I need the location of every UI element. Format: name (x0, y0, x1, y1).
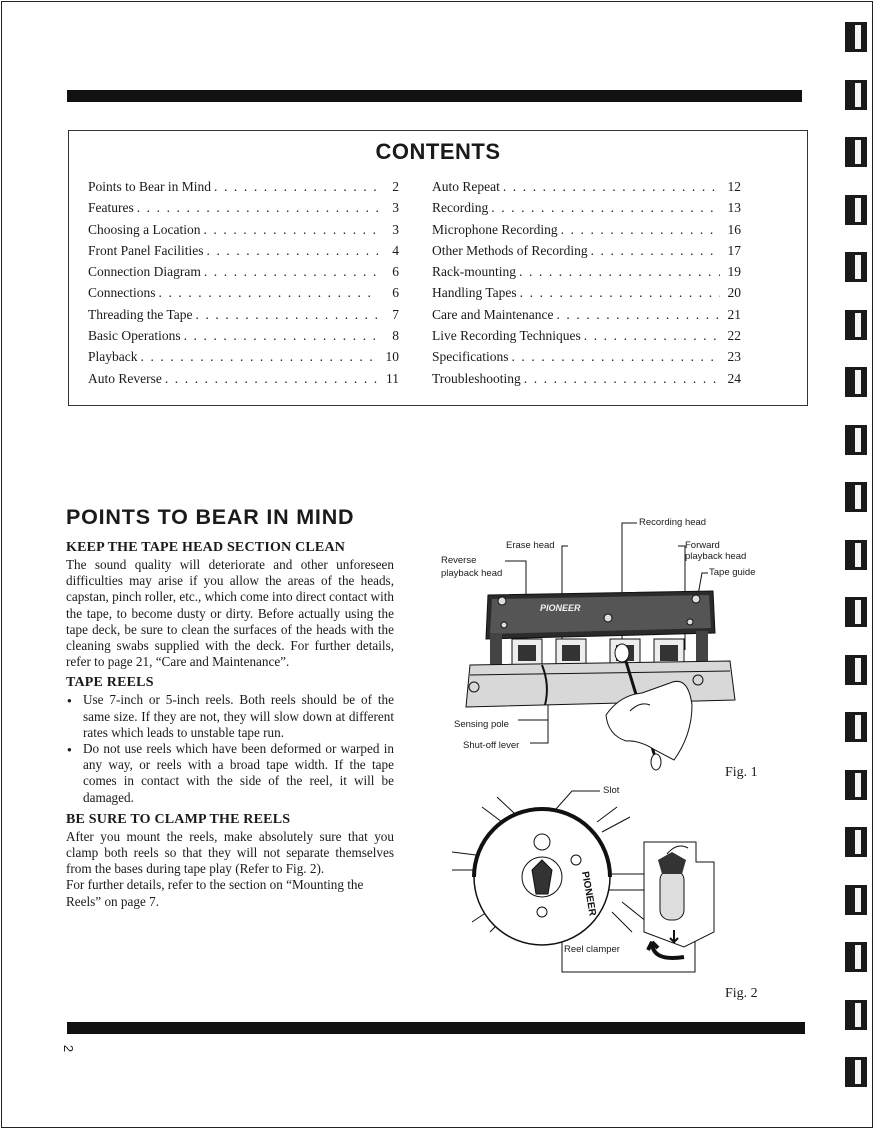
toc-page-number: 20 (727, 285, 741, 301)
toc-page-number: 4 (392, 242, 399, 258)
binder-tab (845, 770, 867, 800)
label-slot: Slot (603, 785, 620, 796)
binder-tab (845, 367, 867, 397)
figure-2 (452, 782, 772, 987)
toc-entry (88, 264, 399, 285)
toc-entry (88, 243, 399, 264)
toc-entry (432, 200, 741, 221)
toc-entry (88, 179, 399, 200)
toc-leader (204, 264, 378, 280)
toc-leader (591, 243, 720, 259)
contents-left-column (88, 179, 399, 392)
toc-leader (556, 307, 720, 323)
toc-page-number: 19 (727, 264, 741, 280)
paragraph-mounting-reference: For further details, refer to the section on “Mounting the Reels” on page 7. (66, 877, 364, 909)
toc-entry (88, 371, 399, 392)
toc-page-number: 10 (385, 349, 399, 365)
contents-right-column (432, 179, 741, 392)
toc-title: Basic Operations (88, 328, 181, 344)
label-tape-guide: Tape guide (709, 567, 756, 578)
label-sensing-pole: Sensing pole (454, 719, 509, 730)
toc-entry (432, 285, 741, 306)
toc-title: Choosing a Location (88, 221, 201, 237)
toc-entry (88, 200, 399, 221)
binder-tab (845, 827, 867, 857)
toc-leader (207, 243, 379, 259)
toc-entry (432, 264, 741, 285)
toc-title: Connections (88, 285, 156, 301)
toc-leader (159, 285, 379, 301)
toc-page-number: 2 (392, 179, 399, 194)
binder-tab (845, 137, 867, 167)
binder-tab (845, 597, 867, 627)
toc-page-number: 3 (392, 221, 399, 237)
toc-entry (432, 349, 741, 370)
binder-tab (845, 540, 867, 570)
toc-entry (432, 222, 741, 243)
toc-entry (432, 307, 741, 328)
toc-page-number: 13 (727, 200, 741, 216)
binder-tab (845, 22, 867, 52)
binder-tab (845, 655, 867, 685)
toc-entry (88, 222, 399, 243)
label-recording-head: Recording head (639, 517, 707, 528)
toc-title: Rack-mounting (432, 264, 516, 280)
toc-page-number: 12 (727, 179, 741, 194)
toc-title: Playback (88, 349, 138, 365)
binder-tab (845, 195, 867, 225)
toc-title: Features (88, 200, 134, 216)
paragraph-clamp-reels: After you mount the reels, make absolutely sure that you clamp both reels so that they will not separate themselves from the bases during tape play (Refer to Fig. 2). (66, 828, 394, 877)
toc-title: Other Methods of Recording (432, 242, 588, 258)
binder-tab (845, 885, 867, 915)
label-reverse-head-line2: playback head (441, 568, 503, 579)
binder-tab (845, 1057, 867, 1087)
toc-leader (165, 371, 378, 387)
toc-title: Specifications (432, 349, 509, 365)
brand-logo: PIONEER (540, 603, 581, 613)
label-reverse-head-line1: Reverse (441, 555, 477, 566)
toc-page-number: 23 (727, 349, 741, 365)
binder-tab (845, 425, 867, 455)
contents-box (68, 130, 808, 406)
toc-page-number: 17 (727, 242, 741, 258)
label-reel-clamper: Reel clamper (564, 944, 620, 955)
toc-title: Points to Bear in Mind (88, 179, 212, 194)
list-item: ● Do not use reels which have been deformed or warped in any way, or reels with a broad tape width. If the tape comes in contact with the side of the reel, it will be damaged. (66, 741, 394, 806)
toc-title: Live Recording Techniques (432, 328, 581, 344)
label-forward-head-line1: Forward (685, 540, 720, 551)
figure-1-caption: Fig. 1 (725, 765, 758, 780)
heading-keep-clean: KEEP THE TAPE HEAD SECTION CLEAN (66, 540, 346, 555)
toc-leader (584, 328, 720, 344)
reel-clamp-illustration (452, 782, 772, 987)
toc-leader (524, 371, 720, 387)
toc-entry (88, 349, 399, 370)
binder-tab (845, 482, 867, 512)
section-title: POINTS TO BEAR IN MIND (66, 505, 355, 529)
toc-title: Recording (432, 200, 489, 216)
toc-page-number: 3 (392, 200, 399, 216)
toc-leader (214, 179, 378, 195)
tape-reels-list (66, 692, 394, 805)
toc-entry (432, 328, 741, 349)
toc-leader (519, 264, 720, 280)
binder-tab (845, 1000, 867, 1030)
toc-leader (184, 328, 378, 344)
toc-page-number: 11 (386, 370, 399, 386)
toc-leader (203, 222, 378, 238)
toc-page-number: 22 (727, 328, 741, 344)
toc-leader (520, 285, 720, 301)
binder-edge (843, 20, 873, 1100)
toc-entry (432, 371, 741, 392)
figure-1 (430, 515, 770, 785)
binder-tab (845, 712, 867, 742)
heading-tape-reels: TAPE REELS (66, 675, 154, 691)
label-shutoff-lever: Shut-off lever (463, 740, 520, 751)
toc-leader (491, 200, 720, 216)
toc-leader (137, 200, 378, 216)
toc-title: Auto Reverse (88, 370, 162, 386)
toc-entry (88, 307, 399, 328)
brand-logo: PIONEER (579, 870, 598, 917)
toc-page-number: 6 (392, 264, 399, 280)
toc-page-number: 24 (727, 370, 741, 386)
toc-title: Auto Repeat (432, 179, 500, 194)
toc-title: Troubleshooting (432, 370, 521, 386)
toc-title: Front Panel Facilities (88, 242, 204, 258)
paragraph-keep-clean: The sound quality will deteriorate and other unforeseen difficulties may arise if you allow the areas of the heads, capstan, pinch roller, etc., which come into direct contact with the tape, to become dusty or dirty. Before actually using the tape deck, be sure to clean the surfaces of the heads with the cleaning swabs supplied with the deck. For further details, refer to page 21, “Care and Maintenance”. (66, 557, 394, 670)
top-rule (67, 90, 802, 102)
toc-page-number: 7 (392, 306, 399, 322)
binder-tab (845, 80, 867, 110)
toc-leader (196, 307, 378, 323)
figure-2-caption: Fig. 2 (725, 986, 758, 1001)
toc-title: Care and Maintenance (432, 306, 554, 322)
page-number: 2 (61, 1044, 77, 1053)
list-item: ● Use 7-inch or 5-inch reels. Both reels should be of the same size. If they are not, they will slow down at different rates which leads to unstable tape run. (66, 692, 394, 741)
toc-leader (561, 222, 720, 238)
toc-leader (503, 179, 720, 195)
toc-page-number: 21 (727, 306, 741, 322)
toc-page-number: 8 (392, 328, 399, 344)
toc-leader (141, 349, 379, 365)
label-forward-head-line2: playback head (685, 551, 747, 562)
binder-tab (845, 252, 867, 282)
bottom-rule (67, 1022, 805, 1034)
toc-title: Threading the Tape (88, 306, 193, 322)
label-erase-head: Erase head (506, 540, 555, 551)
heading-clamp-reels: BE SURE TO CLAMP THE REELS (66, 811, 291, 827)
points-section (66, 505, 394, 915)
binder-tab (845, 942, 867, 972)
contents-heading: CONTENTS (375, 139, 501, 164)
toc-entry (432, 243, 741, 264)
toc-title: Connection Diagram (88, 264, 201, 280)
toc-page-number: 6 (392, 285, 399, 301)
toc-title: Handling Tapes (432, 285, 517, 301)
toc-leader (511, 349, 720, 365)
toc-title: Microphone Recording (432, 221, 558, 237)
toc-entry (88, 328, 399, 349)
toc-entry (88, 285, 399, 306)
toc-page-number: 16 (727, 221, 741, 237)
binder-tab (845, 310, 867, 340)
toc-entry (432, 179, 741, 200)
